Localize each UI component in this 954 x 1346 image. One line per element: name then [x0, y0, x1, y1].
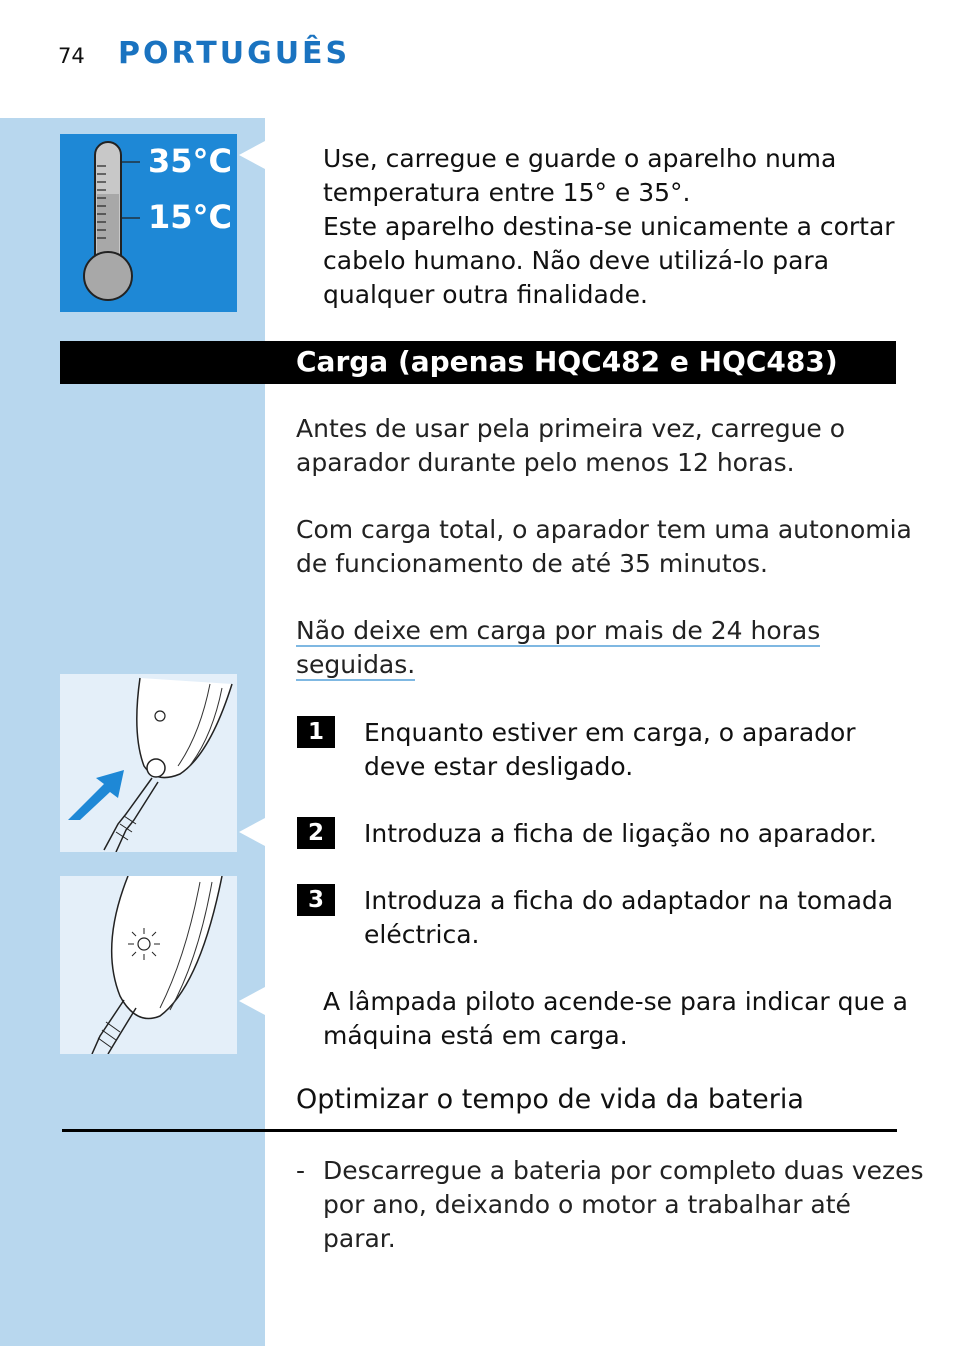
intro-paragraph: [323, 142, 895, 312]
text-line: Introduza a ficha de ligação no aparador.: [364, 819, 877, 848]
text-line: parar.: [323, 1224, 396, 1253]
text-line: aparador durante pelo menos 12 horas.: [296, 448, 795, 477]
text-line: Descarregue a bateria por completo duas vezes: [323, 1156, 924, 1185]
text-line: A lâmpada piloto acende-se para indicar que a: [323, 987, 908, 1016]
step-text: [364, 884, 893, 952]
step-number: 1: [297, 716, 335, 748]
paragraph-autonomy: [296, 513, 912, 581]
text-line: Com carga total, o aparador tem uma autonomia: [296, 515, 912, 544]
trimmer-plug-illustration: [60, 674, 237, 852]
text-line: Este aparelho destina-se unicamente a cortar: [323, 212, 895, 241]
page-number: 74: [58, 44, 85, 68]
language-title: PORTUGUÊS: [118, 36, 351, 71]
step-text: [364, 817, 877, 851]
text-line: Antes de usar pela primeira vez, carregue o: [296, 414, 846, 443]
bullet-text: [323, 1154, 924, 1256]
step-text: [364, 716, 856, 784]
text-line: Use, carregue e guarde o aparelho numa: [323, 144, 837, 173]
trimmer-icon: [60, 674, 237, 852]
text-line: qualquer outra finalidade.: [323, 280, 648, 309]
trimmer-pilot-lamp-illustration: [60, 876, 237, 1054]
pilot-lamp-icon: [60, 876, 237, 1054]
notch-pointer: [239, 987, 265, 1015]
section-divider: [62, 1129, 897, 1132]
bullet-dash: -: [296, 1156, 306, 1185]
step-number: 2: [297, 817, 335, 849]
thermometer-illustration: [60, 134, 237, 312]
text-line: seguidas.: [296, 650, 416, 679]
text-line: de funcionamento de até 35 minutos.: [296, 549, 768, 578]
text-line: Enquanto estiver em carga, o aparador: [364, 718, 856, 747]
text-line: cabelo humano. Não deve utilizá-lo para: [323, 246, 830, 275]
text-line: por ano, deixando o motor a trabalhar até: [323, 1190, 851, 1219]
text-line: temperatura entre 15° e 35°.: [323, 178, 691, 207]
text-line: Introduza a ficha do adaptador na tomada: [364, 886, 894, 915]
pilot-lamp-note: [323, 985, 908, 1053]
notch-pointer: [239, 818, 265, 846]
thermometer-low-label: 15°C: [148, 198, 233, 236]
text-line: deve estar desligado.: [364, 752, 634, 781]
text-line: eléctrica.: [364, 920, 480, 949]
subsection-heading: Optimizar o tempo de vida da bateria: [296, 1084, 804, 1115]
text-line: Não deixe em carga por mais de 24 horas: [296, 616, 821, 645]
paragraph-warning: [296, 614, 820, 682]
text-line: máquina está em carga.: [323, 1021, 628, 1050]
paragraph-first-charge: [296, 412, 845, 480]
thermometer-high-label: 35°C: [148, 142, 233, 180]
notch-pointer: [239, 141, 265, 169]
step-number: 3: [297, 884, 335, 916]
section-heading: Carga (apenas HQC482 e HQC483): [296, 345, 838, 378]
